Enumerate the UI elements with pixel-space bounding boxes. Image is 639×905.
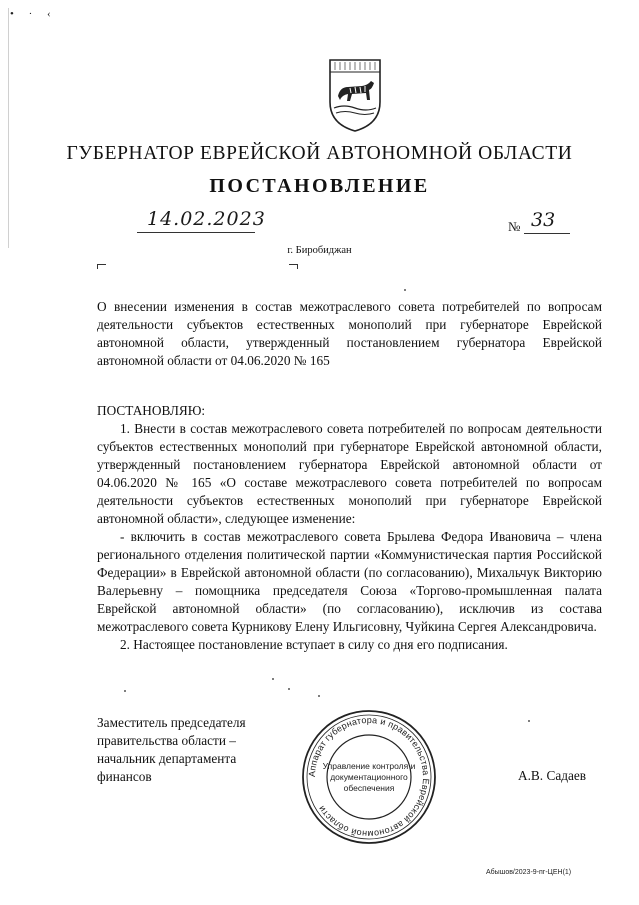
seal-center-line: обеспечения [343,783,395,793]
scan-speck [124,690,126,692]
issuing-authority: ГУБЕРНАТОР ЕВРЕЙСКОЙ АВТОНОМНОЙ ОБЛАСТИ [66,143,573,164]
seal-center-line: документационного [330,772,408,782]
city-name: г. Биробиджан [287,245,352,256]
date-underline [137,232,255,233]
document-type: ПОСТАНОВЛЕНИЕ [209,175,430,197]
item-1-change: - включить в состав межотраслевого совета Брылева Федора Ивановича – члена регионального отделения политической партии «Коммунистическая партия Российской Федерации» в Еврейской автономной области (по согласованию), Михальчук Викторию Валерьевну – помощника председателя Союза «Торгово-промышленная палата Еврейской автономной области» (по согласованию), исключив из состава межотраслевого совета Курникову Елену Ильгисовну, Чуйкина Сергея Александровича. [97,529,602,634]
scan-speck [288,688,290,690]
scan-speck [318,695,320,697]
scan-mark: • · ‹ [10,8,57,20]
signer-position-line: правительства области – [97,733,236,748]
signer-name: А.В. Садаев [518,768,587,783]
item-1: 1. Внести в состав межотраслевого совета потребителей по вопросам деятельности субъектов естественных монополий при губернаторе Еврейской автономной области, утвержденный постановлением губернатора Еврейской автономной области от 04.06.2020 № 165 «О составе межотраслевого совета потребителей по вопросам деятельности субъектов естественных монополий при губернаторе Еврейской автономной области», следующее изменение: [97,421,602,526]
document-date: 14.02.2023 [147,208,266,230]
resolve-heading: ПОСТАНОВЛЯЮ: [97,403,206,418]
document-body [97,420,602,654]
number-sign: № [508,219,521,234]
seal-center-line: Управление контроля и [322,761,416,771]
signer-position-line: финансов [97,769,152,784]
official-seal-stamp [299,707,439,847]
document-footer-code: Абышов/2023-9-пг-ЦЕН(1) [486,869,572,876]
document-number: 33 [531,209,556,231]
signer-position-line: Заместитель председателя [97,715,246,730]
signer-position [97,714,297,786]
item-2: 2. Настоящее постановление вступает в силу со дня его подписания. [120,637,508,652]
seal-ring-text: Аппарат губернатора и правительства Еврейской автономной области [306,714,432,840]
subject-right-bracket [289,264,298,269]
number-underline [524,233,570,234]
signer-position-line: начальник департамента [97,751,237,766]
scan-speck [272,678,274,680]
document-subject: О внесении изменения в состав межотраслевого совета потребителей по вопросам деятельности субъектов естественных монополий при губернаторе Еврейской автономной области, утвержденный постановлением губернатора Еврейской автономной области от 04.06.2020 № 165 [97,299,602,368]
coat-of-arms-emblem [326,56,384,134]
scan-speck [404,289,406,291]
scan-margin-line [8,8,9,248]
subject-left-bracket [97,264,106,269]
scan-speck [528,720,530,722]
